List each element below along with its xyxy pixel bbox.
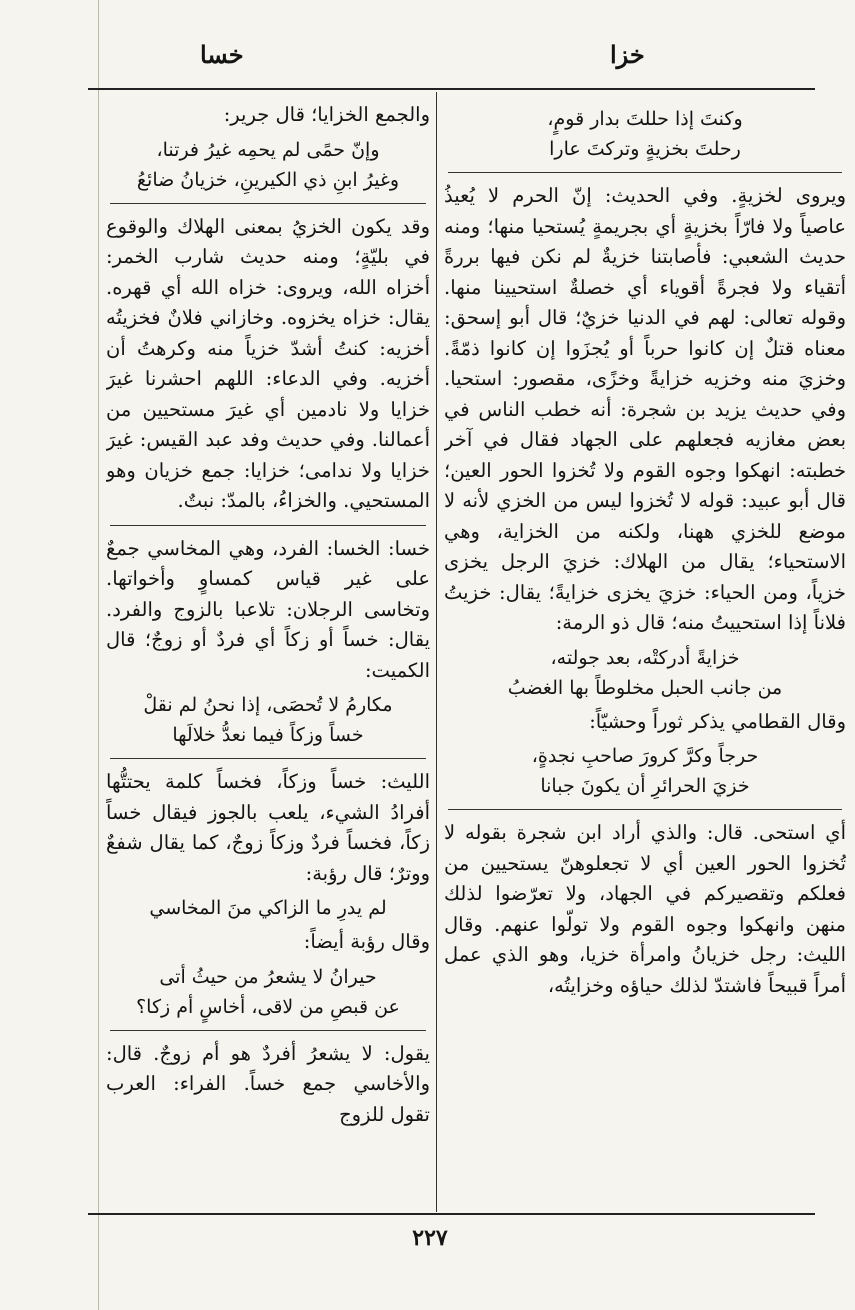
verse-block: [106, 962, 430, 1022]
paragraph: يقول: لا يشعرُ أفردٌ هو أم زوجٌ. قال: والأخاسي جمع خساً. الفراء: العرب تقول للزوج: [106, 1041, 430, 1126]
entry-separator: [448, 809, 842, 810]
header-rule: [88, 88, 815, 90]
verse-block: [444, 643, 846, 703]
verse-line: من جانب الحبل مخلوطاً بها الغضبُ: [507, 676, 783, 699]
paragraph: والجمع الخزايا؛ قال جرير:: [223, 103, 430, 126]
entry-paragraph-khasa: خسا: الخسا: الفرد، وهي المخاسي جمعٌ على غير قياس كمساوٍ وأخواتها. وتخاسى الرجلان: تلاعبا بالزوج والفرد. يقال: خساً أو زكاً أي فردٌ أو زوجٌ؛ قال الكميت:: [106, 536, 430, 682]
verse-line: وكنتَ إذا حللتَ بدار قومٍ،: [547, 108, 743, 130]
page-number: ٢٢٧: [412, 1225, 448, 1251]
verse-line: وإنّ حمًى لم يحمِه غيرُ فرتنا،: [156, 138, 380, 161]
paragraph: وقال القطامي يذكر ثوراً وحشيّاً:: [589, 709, 846, 733]
verse-line: خزايةً أدركتْه، بعد جولته،: [550, 646, 740, 669]
entry-separator: [110, 758, 426, 759]
verse-block: [444, 741, 846, 801]
verse-block: [106, 893, 430, 923]
binding-margin-line: [98, 0, 99, 1310]
verse-line: لم يدرِ ما الزاكي منَ المخاسي: [149, 897, 387, 919]
right-column-headword: خزا: [610, 40, 645, 69]
verse-line: مكارمُ لا تُحصَى، إذا نحنُ لم نقلْ: [143, 694, 393, 716]
verse-line: رحلتَ بخزيةٍ وتركتَ عارا: [549, 138, 741, 160]
paragraph: وقال رؤبة أيضاً:: [303, 930, 430, 953]
verse-line: خزيَ الحرائرِ أن يكونَ جبانا: [540, 775, 750, 797]
verse-line: حرجاً وكرَّ كرورَ صاحبِ نجدةٍ،: [531, 745, 759, 767]
left-text-column: [106, 100, 430, 1205]
column-divider: [436, 92, 437, 1212]
paragraph: وقد يكون الخزيُ بمعنى الهلاك والوقوع في بليّةٍ؛ ومنه حديث شارب الخمر: أخزاه الله، ويروى: خزاه الله أي قهره. يقال: خزاه يخزوه. وخازاني فلانٌ فخزيتُه أخزيه: كنتُ أشدّ خزياً منه وكرهتُ أن أخزيه. وفي الدعاء: اللهم احشرنا غيرَ خزايا ولا نادمين أي غيرَ مستحيين من أعمالنا. وفي حديث وفد عبد القيس: غيرَ خزايا ولا ندامى؛ خزايا: جمع خزيان وهو المستحيي. والخزاءُ، بالمدّ: نبتٌ.: [106, 214, 430, 512]
left-column-headword: خسا: [200, 40, 244, 69]
paragraph: الليث: خساً وزكاً، فخساً كلمة يحتتُّها أفرادُ الشيء، يلعب بالجوز فيقال خساً زكاً، فخساً فردٌ وزكاً زوجٌ، كما يقال شفعٌ ووترٌ؛ قال رؤبة:: [106, 770, 430, 885]
verse-line: خساً وزكاً فيما نعدُّ خلالَها: [172, 724, 364, 746]
paragraph: أي استحى. قال: والذي أراد ابن شجرة بقوله لا تُخزوا الحور العين أي لا تجعلوهنّ يستحيين من فعلكم وتقصيركم في الجهاد، ولا تعرّضوا لذلك منهن وانهكوا وجوه القوم ولا تولّوا عنهم. وقال الليث: رجل خزيانُ وامرأة خزيا، وهو الذي عمل أمراً قبيحاً فاشتدّ لذلك حياؤه وخزايتُه،: [444, 821, 846, 997]
paragraph: ويروى لخزيةٍ. وفي الحديث: إنّ الحرم لا يُعيذُ عاصياً ولا فارّاً بخزيةٍ أي بجريمةٍ يُستحيا منها؛ ومنه حديث الشعبي: فأصابتنا خزيةٌ لم نكن فيها بررةً أتقياء ولا فجرةً أقوياء أي خصلةٌ استحيينا منها. وقوله تعالى: لهم في الدنيا خزيٌ؛ قال أبو إسحق: معناه قتلٌ إن كانوا حرباً أو يُجزَوا إن كانوا ذمّةً. وخزيَ منه وخزيه خزايةً وخزًى، مقصور: استحيا. وفي حديث يزيد بن شجرة: أنه خطب الناس في بعض مغازيه فجعلهم على الجهاد فقال في آخر خطبته: انهكوا وجوه القوم ولا تُخزوا الحور العين؛ قال أبو عبيد: قوله لا تُخزوا ليس من الخزي لأنه لا موضع للخزي ههنا، ولكنه من الخزاية، وهي الاستحياء؛ يقال من الهلاك: خزيَ الرجل يخزى خزياً، ومن الحياء: خزيَ يخزى خزايةً؛ يقال: خزيتُ فلاناً إذا استحييتُ منه؛ قال ذو الرمة:: [444, 184, 846, 634]
footer-rule: [88, 1213, 815, 1215]
entry-separator: [110, 525, 426, 526]
verse-line: وغيرُ ابنِ ذي الكيرينِ، خزيانُ ضائعُ: [136, 168, 400, 191]
verse-line: حيرانُ لا يشعرُ من حيثُ أتى: [159, 965, 377, 988]
entry-separator: [110, 203, 426, 204]
entry-separator: [110, 1030, 426, 1031]
verse-block: [106, 690, 430, 750]
right-text-column: [444, 100, 846, 1205]
verse-block: [106, 135, 430, 195]
entry-separator: [448, 172, 842, 173]
verse-block: [444, 104, 846, 164]
verse-line: عن قبصِ من لاقى، أخاسٍ أم زكا؟: [136, 995, 400, 1018]
